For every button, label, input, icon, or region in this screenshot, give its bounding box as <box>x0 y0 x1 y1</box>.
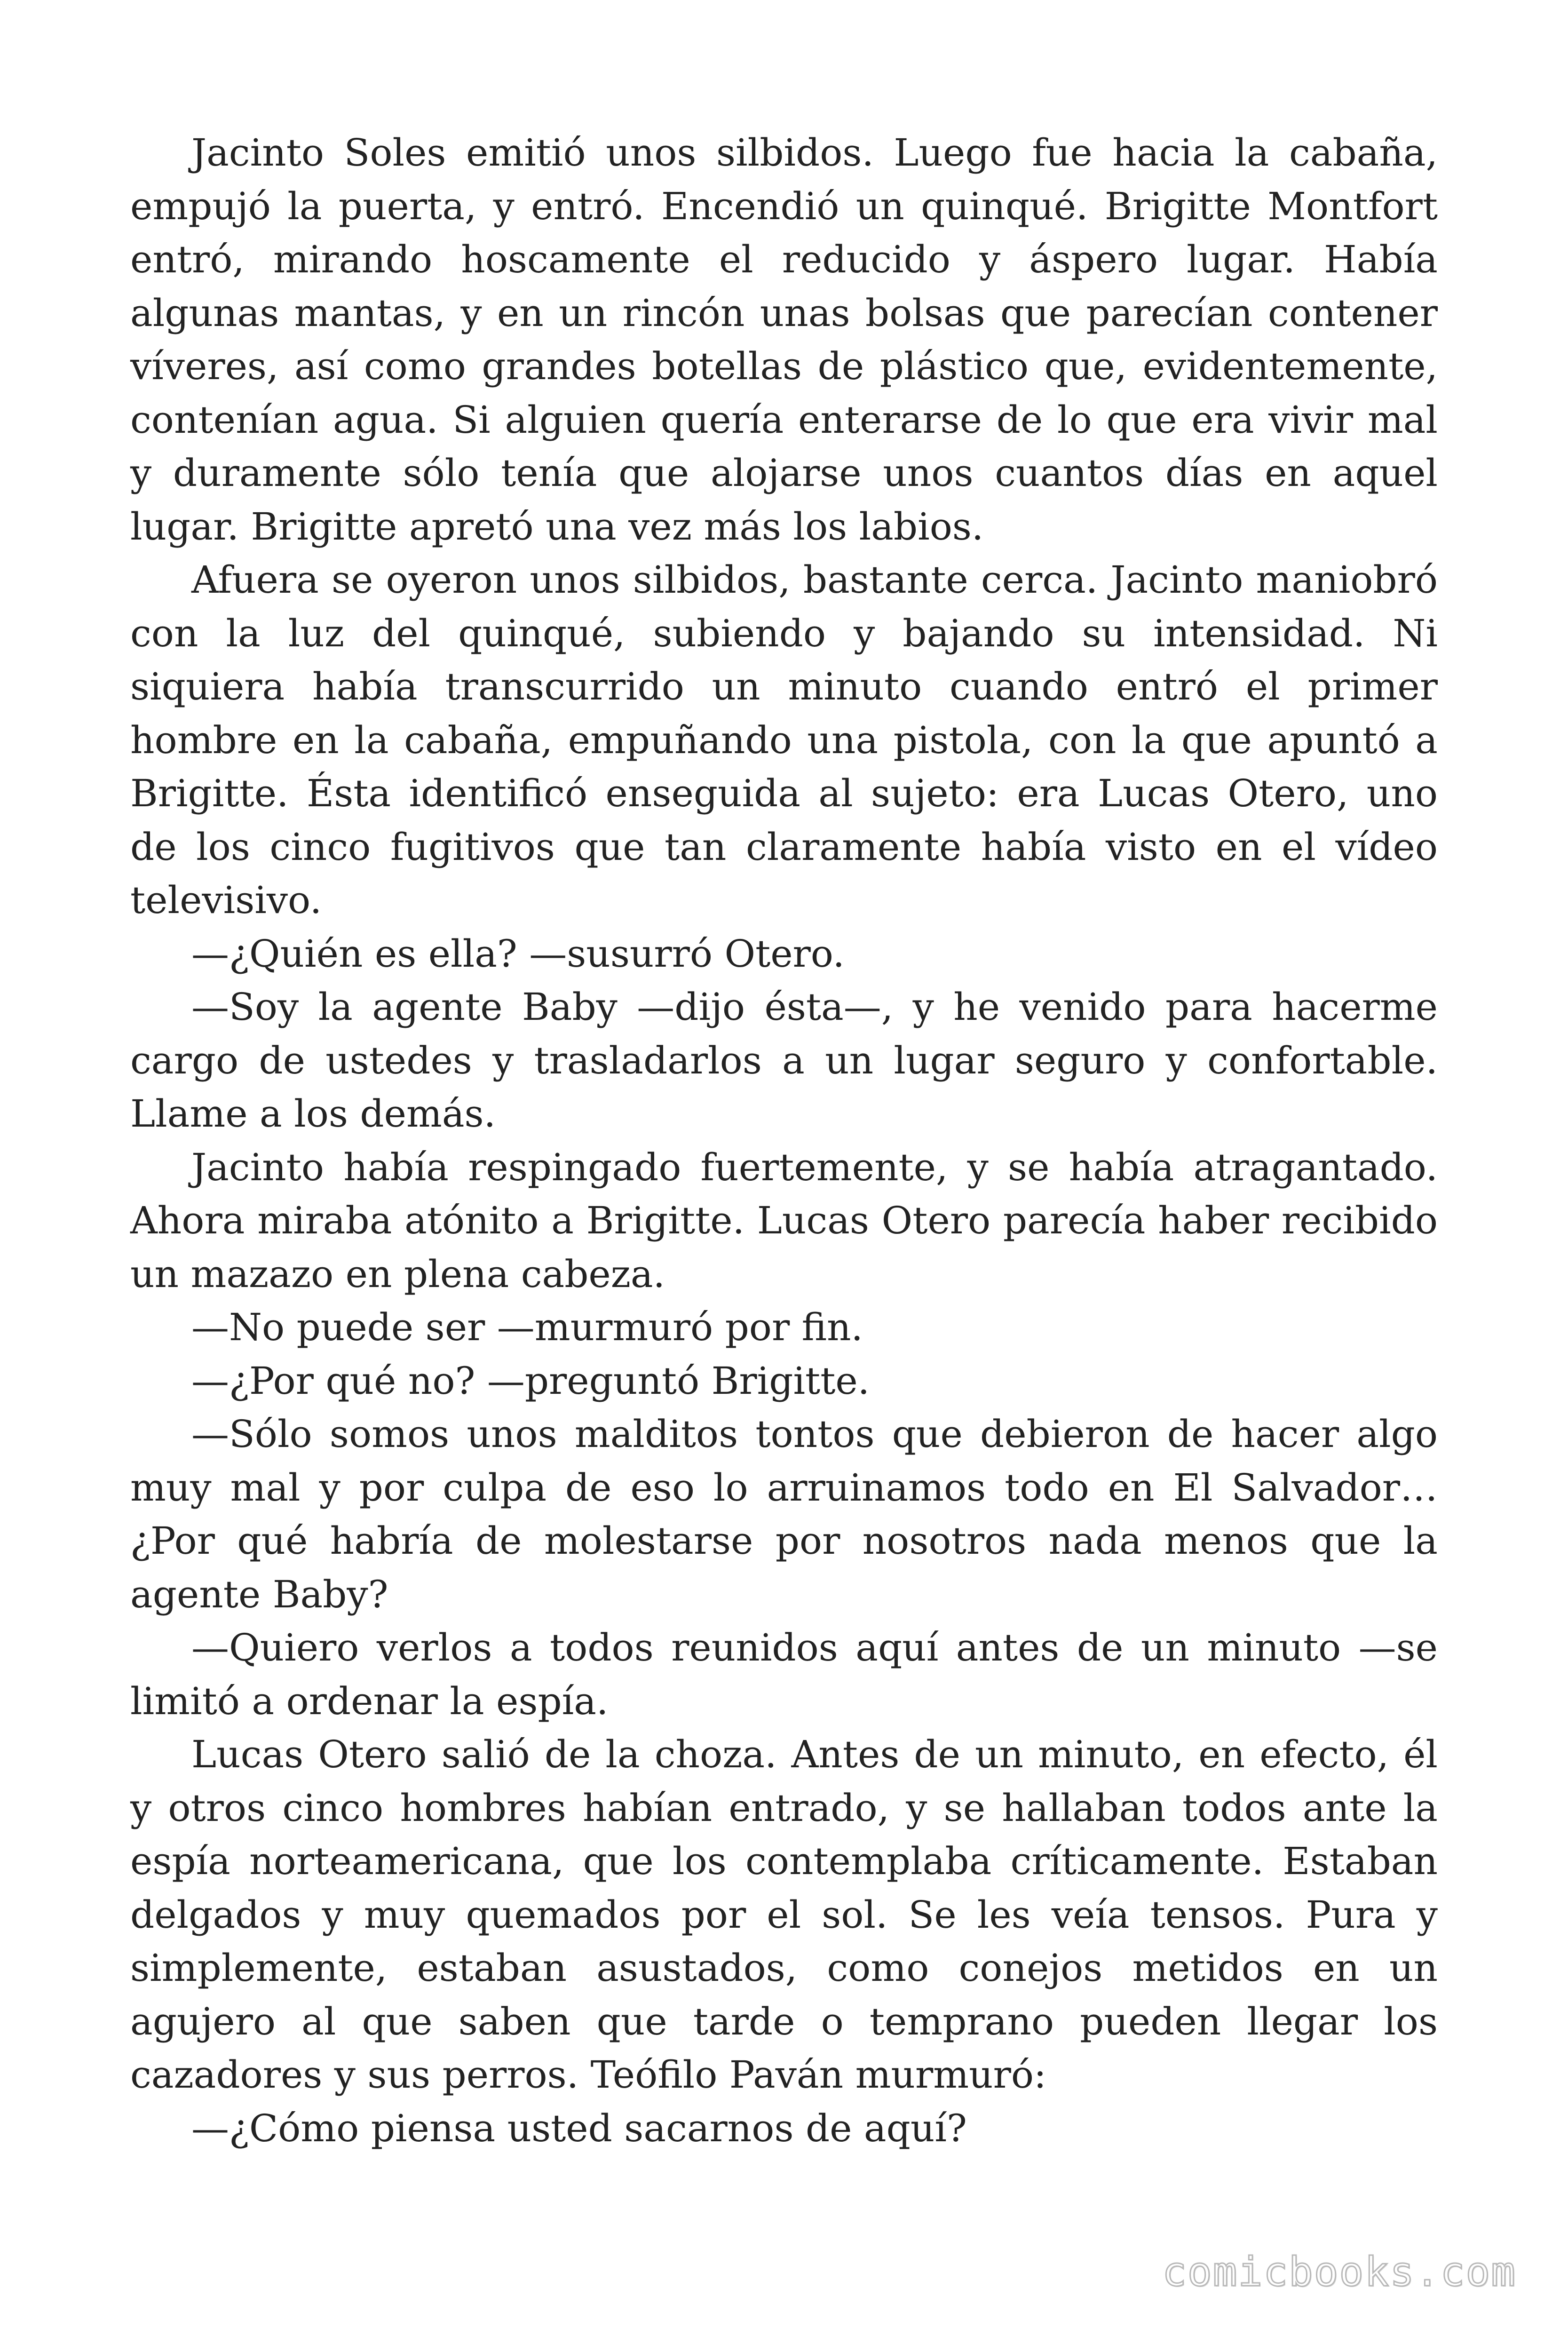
paragraph-6: —No puede ser —murmuró por fin. <box>191 1305 863 1349</box>
paragraph-10: Lucas Otero salió de la choza. Antes de un minuto, en efecto, él y otros cinco hombres habían entrado, y se hallaban todos ante la espía norteamericana, que los contemplaba críticamente. Estaban delgados y muy quemados por el sol. Se les veía tensos. Pura y simplemente, estaban asustados, como conejos metidos en un agujero al que saben que tarde o temprano pueden llegar los cazadores y sus perros. Teófilo Paván murmuró: <box>130 1732 1438 2097</box>
paragraph-9: —Quiero verlos a todos reunidos aquí antes de un minuto —se limitó a ordenar la espía. <box>130 1626 1438 1723</box>
paragraph-3: —¿Quién es ella? —susurró Otero. <box>191 931 845 976</box>
paragraph-11: —¿Cómo piensa usted sacarnos de aquí? <box>191 2106 967 2150</box>
paragraph-4: —Soy la agente Baby —dijo ésta—, y he venido para hacerme cargo de ustedes y trasladarlos a un lugar seguro y confortable. Llame a los demás. <box>130 985 1438 1136</box>
paragraph-8: —Sólo somos unos malditos tontos que debieron de hacer algo muy mal y por culpa de eso lo arruinamos todo en El Salvador… ¿Por qué habría de molestarse por nosotros nada menos que la agente Baby? <box>130 1412 1438 1616</box>
body-text <box>130 126 1438 2155</box>
paragraph-5: Jacinto había respingado fuertemente, y se había atragantado. Ahora miraba atónito a Brigitte. Lucas Otero parecía haber recibido un mazazo en plena cabeza. <box>130 1145 1438 1296</box>
watermark-logo: comicbooks.com <box>1162 2249 1516 2296</box>
paragraph-2: Afuera se oyeron unos silbidos, bastante cerca. Jacinto maniobró con la luz del quinqué, subiendo y bajando su intensidad. Ni siquiera había transcurrido un minuto cuando entró el primer hombre en la cabaña, empuñando una pistola, con la que apuntó a Brigitte. Ésta identificó enseguida al sujeto: era Lucas Otero, uno de los cinco fugitivos que tan claramente había visto en el vídeo televisivo. <box>130 558 1438 922</box>
paragraph-7: —¿Por qué no? —preguntó Brigitte. <box>191 1359 870 1403</box>
paragraph-1: Jacinto Soles emitió unos silbidos. Luego fue hacia la cabaña, empujó la puerta, y entró. Encendió un quinqué. Brigitte Montfort entró, mirando hoscamente el reducido y áspero lugar. Había algunas mantas, y en un rincón unas bolsas que parecían contener víveres, así como grandes botellas de plástico que, evidentemente, contenían agua. Si alguien quería enterarse de lo que era vivir mal y duramente sólo tenía que alojarse unos cuantos días en aquel lugar. Brigitte apretó una vez más los labios. <box>130 131 1438 548</box>
